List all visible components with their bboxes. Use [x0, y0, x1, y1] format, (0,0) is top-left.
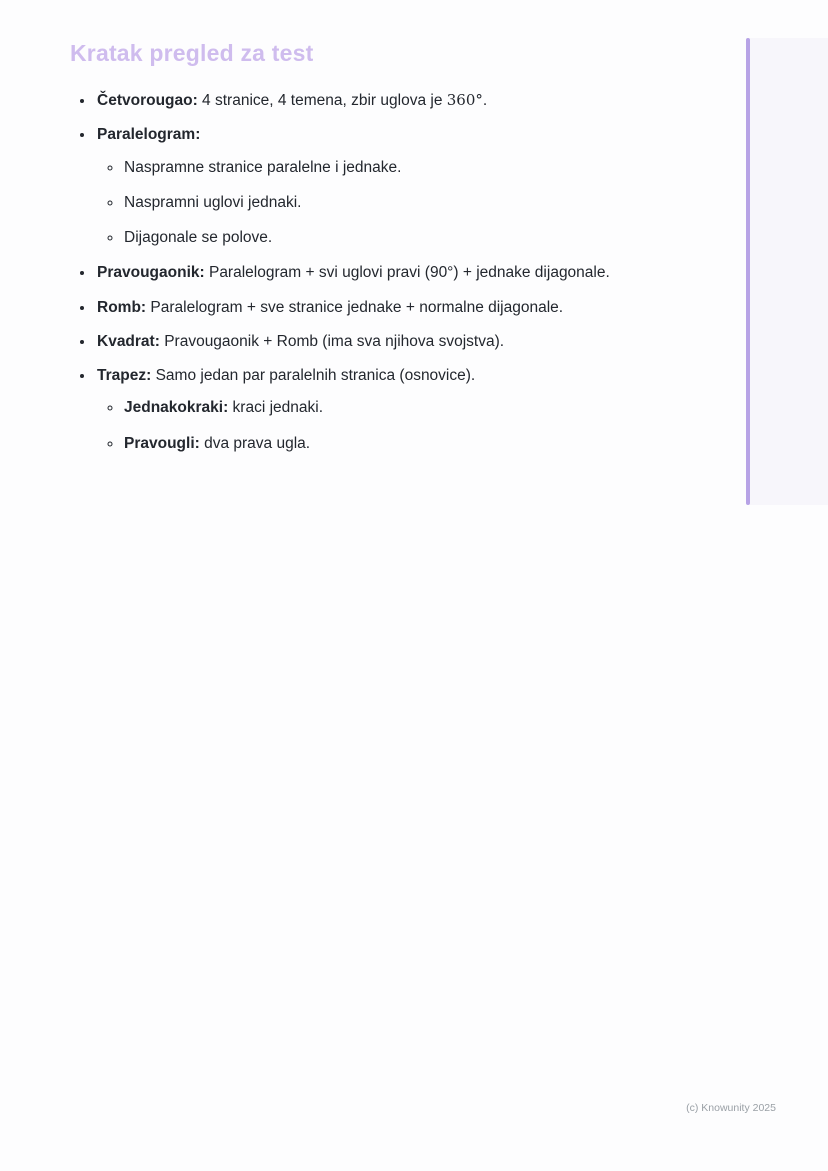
summary-list [70, 89, 718, 455]
item-text: Dijagonale se polove. [124, 229, 273, 246]
item-term: Četvorougao: [97, 92, 198, 109]
item-term: Pravougaonik: [97, 264, 205, 282]
item-text: Paralelogram + svi uglovi pravi (90°) + jednake dijagonale. [204, 264, 610, 282]
sublist-item [123, 191, 657, 214]
item-text: Pravougaonik + Romb (ima sva njihova svojstva). [159, 332, 505, 350]
item-term: Pravougli: [124, 434, 200, 452]
item-term: Paralelogram: [97, 126, 201, 144]
sublist-item [123, 396, 657, 419]
item-term: Romb: [97, 298, 147, 316]
item-term: Trapez: [97, 367, 152, 384]
item-text: Naspramne stranice paralelne i jednake. [124, 158, 402, 176]
list-item-pravougaonik [95, 261, 657, 284]
paralelogram-sublist [97, 156, 657, 250]
sublist-item [123, 156, 657, 179]
list-item-trapez [95, 364, 657, 455]
document-content [0, 0, 828, 455]
item-text: Naspramni uglovi jednaki. [124, 193, 302, 211]
item-text: Paralelogram + sve stranice jednake + normalne dijagonale. [146, 298, 564, 316]
list-item-kvadrat [95, 330, 657, 353]
sublist-item [123, 226, 657, 249]
copyright-footer: (c) Knowunity 2025 [686, 1102, 776, 1114]
list-item-paralelogram [95, 123, 657, 249]
math-degrees: 360° [446, 91, 483, 109]
item-text: dva prava ugla. [199, 434, 311, 452]
sublist-item [123, 432, 657, 455]
item-text: Samo jedan par paralelnih stranica (osnovice). [151, 367, 476, 384]
item-term: Jednakokraki: [124, 399, 229, 417]
item-text: kraci jednaki. [228, 399, 324, 417]
item-text-suffix: . [482, 92, 488, 109]
list-item-cetvorougao [95, 89, 657, 112]
item-term: Kvadrat: [97, 332, 160, 350]
item-text: 4 stranice, 4 temena, zbir uglova je [197, 92, 447, 109]
trapez-sublist [97, 396, 657, 455]
page-title: Kratak pregled za test [70, 40, 314, 66]
list-item-romb [95, 296, 657, 319]
